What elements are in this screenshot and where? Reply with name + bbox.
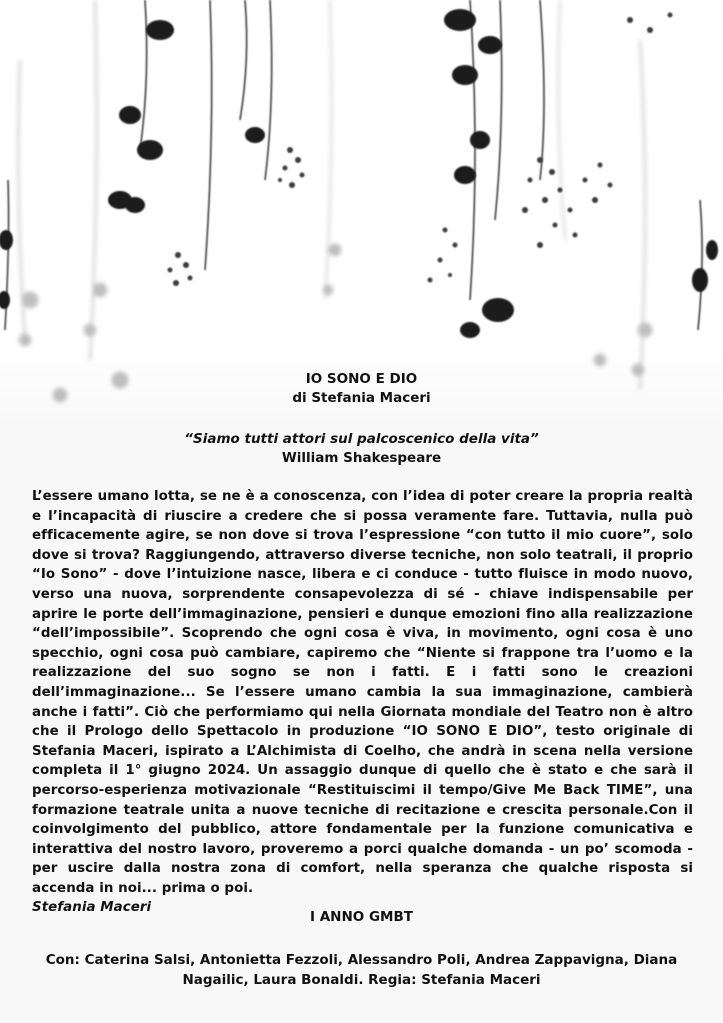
body-paragraph bbox=[32, 487, 693, 918]
quote-block bbox=[0, 430, 723, 468]
title-block bbox=[0, 370, 723, 408]
hero-photo bbox=[0, 0, 723, 430]
hanging-flowers-illustration bbox=[0, 0, 723, 430]
credits: Con: Caterina Salsi, Antonietta Fezzoli, Alessandro Poli, Andrea Zappavigna, Diana Nagailic, Laura Bonaldi. Regia: Stefania Maceri bbox=[45, 952, 678, 988]
quote-text: “Siamo tutti attori sul palcoscenico della vita” bbox=[184, 431, 539, 447]
section-heading: I ANNO GMBT bbox=[310, 909, 413, 925]
play-title: IO SONO E DIO bbox=[305, 371, 418, 387]
body-text: L’essere umano lotta, se ne è a conoscenza, con l’idea di poter creare la propria realtà e l’incapacità di riuscire a credere che si possa veramente fare. Tuttavia, nulla può efficacemente agire, se non dove si trova l’espressione “con tutto il mio cuore”, solo dove si trova? Raggiungendo, attraverso diverse tecniche, non solo teatrali, il proprio “Io Sono” - dove l’intuizione nasce, libera e ci conduce - tutto fluisce in modo nuovo, verso una nuova, sorprendente consapevolezza di sé - chiave indispensabile per aprire le porte dell’immaginazione, pensieri e dunque emozioni fino alla realizzazione “dell’impossibile”. Scoprendo che ogni cosa è viva, in movimento, ogni cosa è uno specchio, ogni cosa può cambiare, capiremo che “Niente si frappone tra l’uomo e la realizzazione del suo sogno se non i fatti. E i fatti sono le creazioni dell’immaginazione... Se l’essere umano cambia la sua immaginazione, cambierà anche i fatti”. Ciò che performiamo qui nella Giornata mondiale del Teatro non è altro che il Prologo dello Spettacolo in produzione “IO SONO E DIO”, testo originale di Stefania Maceri, ispirato a L’Alchimista di Coelho, che andrà in scena nella versione completa il 1° giugno 2024. Un assaggio dunque di quello che è stato e che sarà il percorso-esperienza motivazionale “Restituiscimi il tempo/Give Me Back TIME”, una formazione teatrale unita a nuove tecniche di recitazione e crescita personale.Con il coinvolgimento del pubblico, attore fondamentale per la funzione comunicativa e interattiva del nostro lavoro, proveremo a porci qualche domanda - un po’ scomoda - per uscire dalla nostra zona di comfort, nella speranza che qualche risposta si accenda in noi... prima o poi. bbox=[32, 489, 693, 896]
quote-author: William Shakespeare bbox=[281, 450, 442, 466]
author-line: di Stefania Maceri bbox=[292, 390, 431, 406]
signature: Stefania Maceri bbox=[32, 900, 152, 916]
